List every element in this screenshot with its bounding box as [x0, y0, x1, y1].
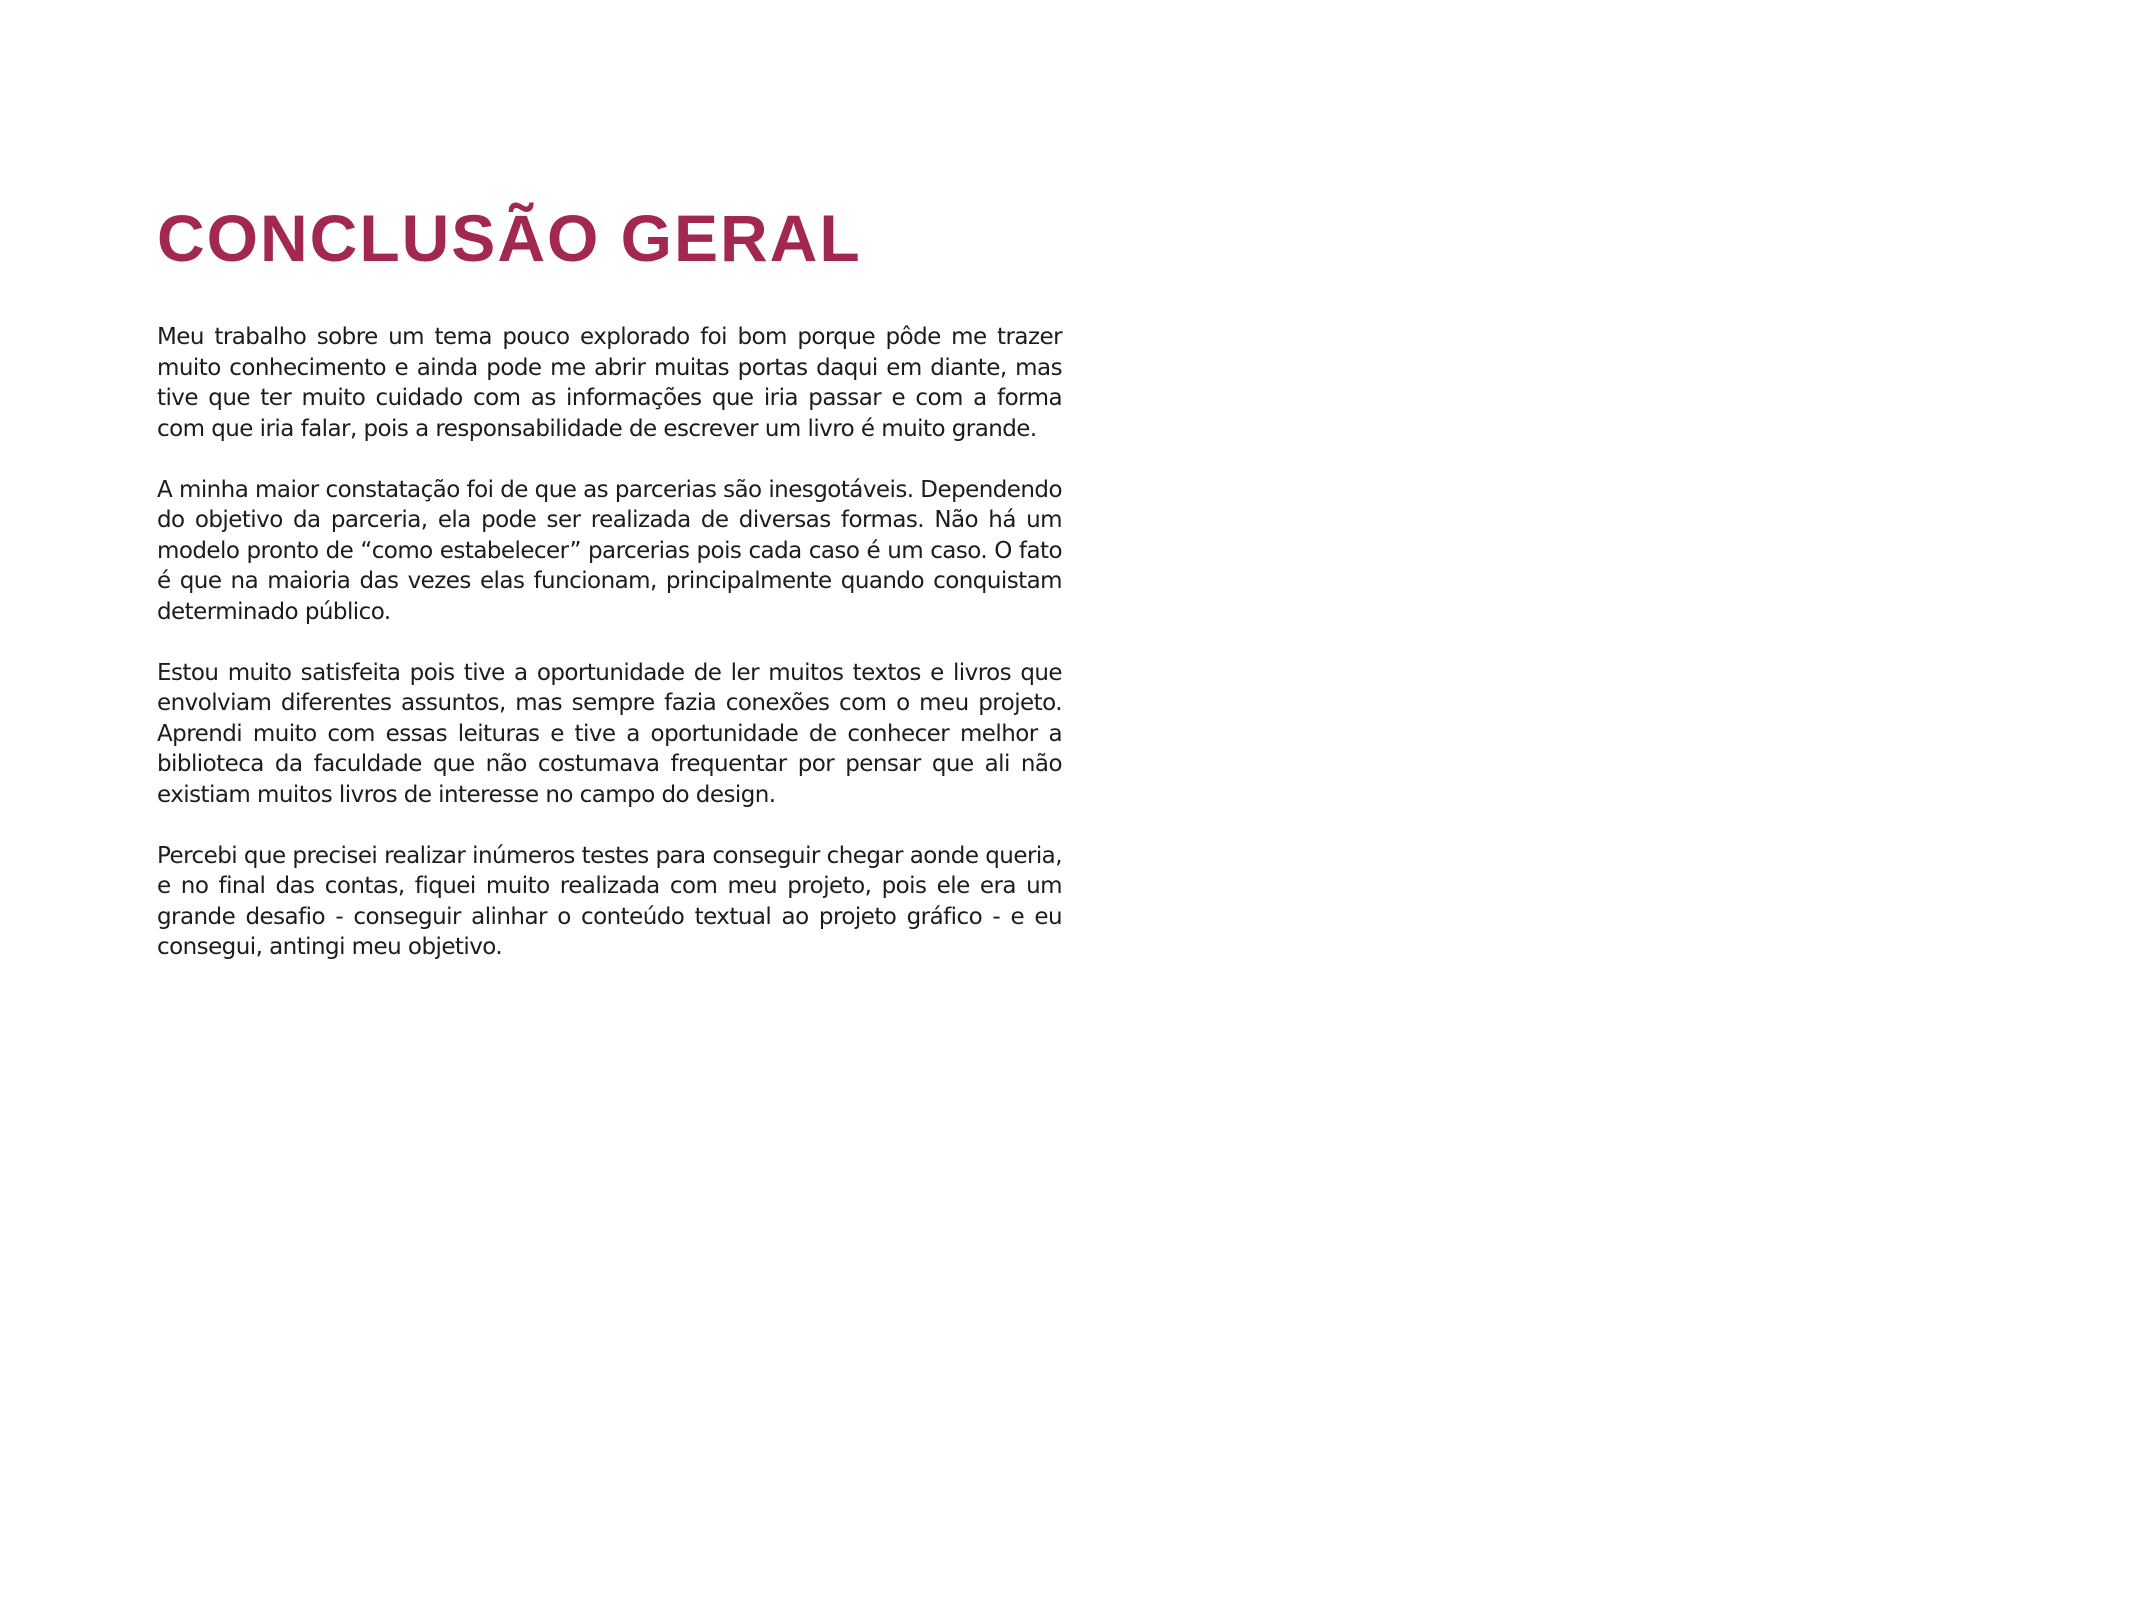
page-title: CONCLUSÃO GERAL: [157, 201, 862, 275]
paragraph-4: Percebi que precisei realizar inúmeros testes para conseguir chegar aonde queria, e no final das contas, fiquei muito realizada com meu projeto, pois ele era um grande desafio - conseguir alinhar o conteúdo textual ao projeto gráfico - e eu consegui, antingi meu objetivo.: [157, 842, 1062, 960]
paragraph-2: A minha maior constatação foi de que as parcerias são inesgotáveis. Dependendo do objetivo da parceria, ela pode ser realizada de diversas formas. Não há um modelo pronto de “como estabelecer” parcerias pois cada caso é um caso. O fato é que na maioria das vezes elas funcionam, principalmente quando conquistam determinado público.: [157, 476, 1062, 625]
body-text: [157, 322, 1062, 963]
content-block: [157, 196, 1062, 963]
paragraph-3: Estou muito satisfeita pois tive a oportunidade de ler muitos textos e livros que envolviam diferentes assuntos, mas sempre fazia conexões com o meu projeto. Aprendi muito com essas leituras e tive a oportunidade de conhecer melhor a biblioteca da faculdade que não costumava frequentar por pensar que ali não existiam muitos livros de interesse no campo do design.: [157, 659, 1062, 808]
paragraph-1: Meu trabalho sobre um tema pouco explorado foi bom porque pôde me trazer muito conhecimento e ainda pode me abrir muitas portas daqui em diante, mas tive que ter muito cuidado com as informações que iria passar e com a forma com que iria falar, pois a responsabilidade de escrever um livro é muito grande.: [157, 324, 1062, 442]
